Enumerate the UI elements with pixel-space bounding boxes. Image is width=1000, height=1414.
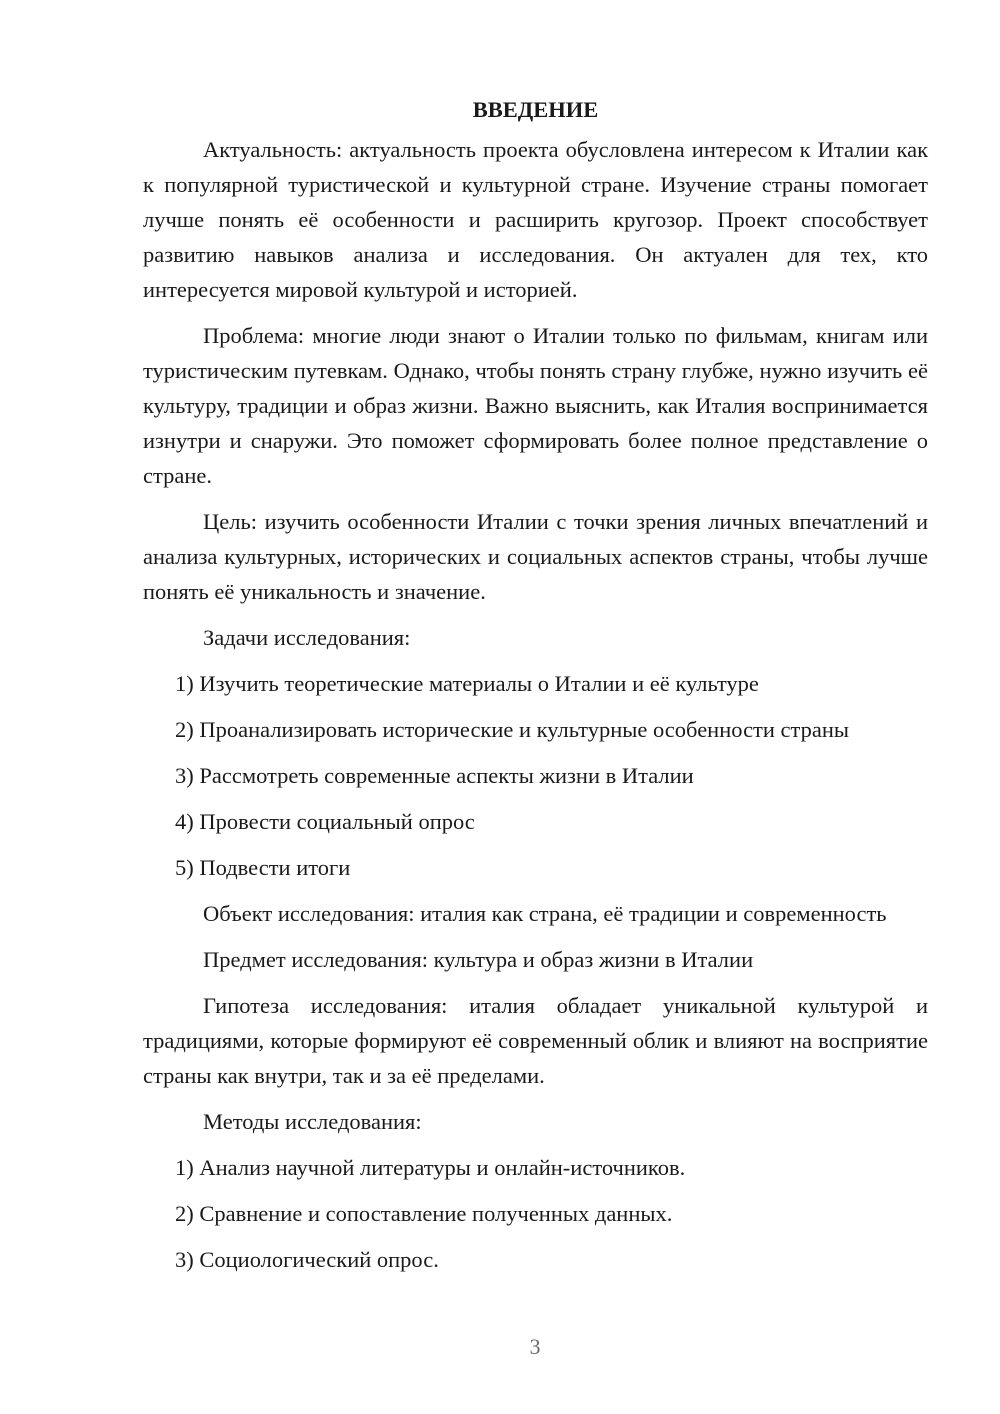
methods-list: [143, 1150, 928, 1277]
list-item: 3) Социологический опрос.: [175, 1247, 439, 1272]
list-item: 1) Изучить теоретические материалы о Италии и её культуре: [175, 671, 759, 696]
methods-heading: Методы исследования:: [203, 1109, 422, 1134]
object-paragraph: Объект исследования: италия как страна, её традиции и современность: [203, 901, 887, 926]
tasks-heading: Задачи исследования:: [203, 625, 411, 650]
list-item: 2) Сравнение и сопоставление полученных данных.: [175, 1201, 673, 1226]
list-item: 4) Провести социальный опрос: [175, 809, 475, 834]
goal-paragraph: Цель: изучить особенности Италии с точки зрения личных впечатлений и анализа культурных, исторических и социальных аспектов страны, чтобы лучше понять её уникальность и значение.: [143, 509, 928, 604]
page-number: 3: [529, 1334, 541, 1359]
document-page: [143, 92, 928, 1288]
list-item: 1) Анализ научной литературы и онлайн-источников.: [175, 1155, 686, 1180]
page-title: ВВЕДЕНИЕ: [472, 97, 599, 122]
subject-paragraph: Предмет исследования: культура и образ жизни в Италии: [203, 947, 754, 972]
problem-paragraph: Проблема: многие люди знают о Италии только по фильмам, книгам или туристическим путевкам. Однако, чтобы понять страну глубже, нужно изучить её культуру, традиции и образ жизни. Важно выяснить, как Италия воспринимается изнутри и снаружи. Это поможет сформировать более полное представление о стране.: [143, 323, 928, 488]
relevance-paragraph: Актуальность: актуальность проекта обусловлена интересом к Италии как к популярной туристической и культурной стране. Изучение страны помогает лучше понять её особенности и расширить кругозор. Проект способствует развитию навыков анализа и исследования. Он актуален для тех, кто интересуется мировой культурой и историей.: [143, 137, 928, 302]
tasks-list: [143, 666, 928, 885]
list-item: 5) Подвести итоги: [175, 855, 351, 880]
hypothesis-paragraph: Гипотеза исследования: италия обладает уникальной культурой и традициями, которые формируют её современный облик и влияют на восприятие страны как внутри, так и за её пределами.: [143, 993, 928, 1088]
list-item: 2) Проанализировать исторические и культурные особенности страны: [175, 717, 850, 742]
list-item: 3) Рассмотреть современные аспекты жизни в Италии: [175, 763, 694, 788]
